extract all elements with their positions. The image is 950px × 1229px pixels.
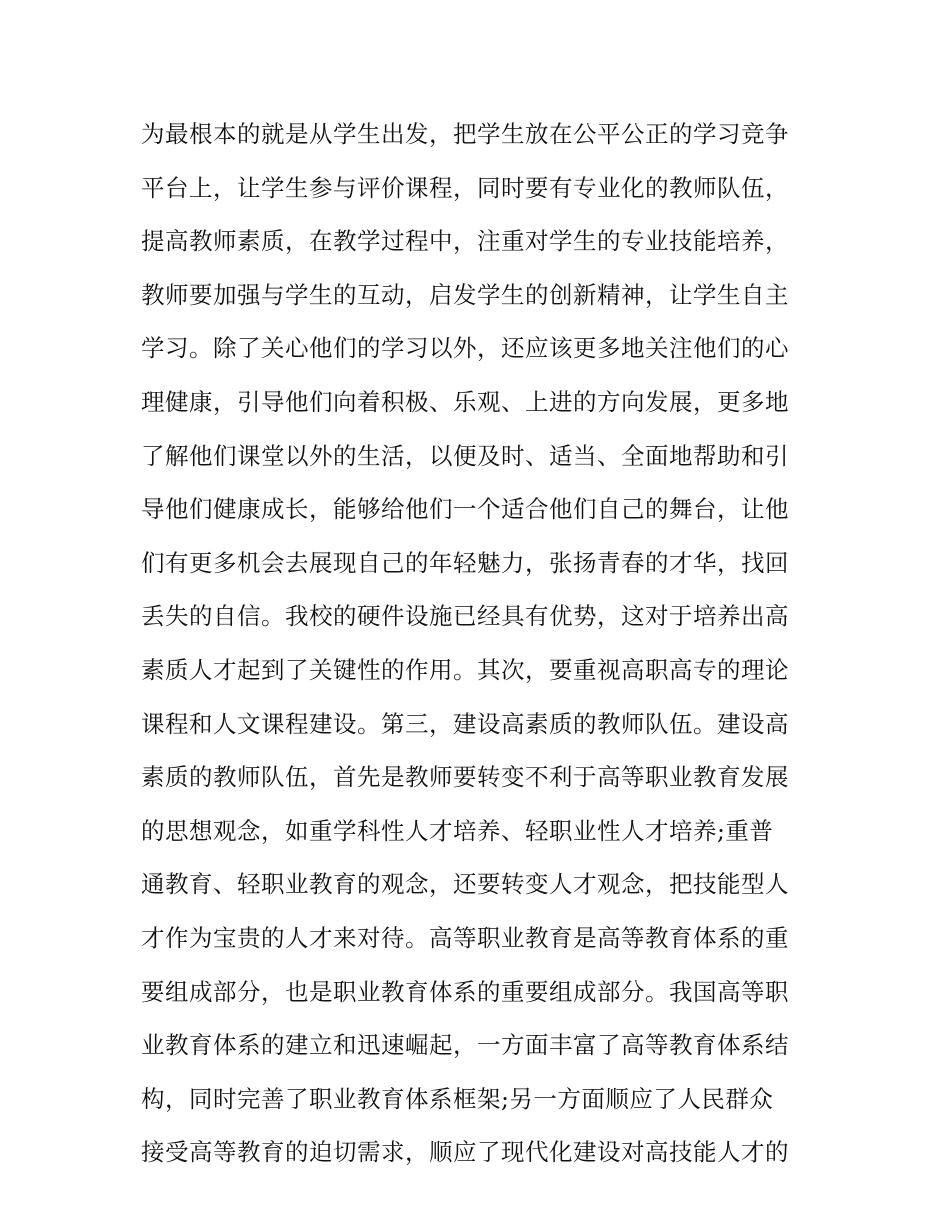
text-line: 丢失的自信。我校的硬件设施已经具有优势，这对于培养出高 — [141, 602, 789, 631]
text-line: 课程和人文课程建设。第三，建设高素质的教师队伍。建设高 — [141, 709, 789, 738]
text-line: 通教育、轻职业教育的观念，还要转变人才观念，把技能型人 — [141, 870, 789, 899]
text-line: 接受高等教育的迫切需求，顺应了现代化建设对高技能人才的 — [141, 1138, 789, 1167]
text-line: 导他们健康成长，能够给他们一个适合他们自己的舞台，让他 — [141, 495, 789, 524]
text-line: 教师要加强与学生的互动，启发学生的创新精神，让学生自主 — [141, 280, 789, 309]
text-line: 为最根本的就是从学生出发，把学生放在公平公正的学习竞争 — [141, 120, 789, 148]
text-line: 平台上，让学生参与评价课程，同时要有专业化的教师队伍， — [141, 173, 789, 202]
text-line: 素质的教师队伍，首先是教师要转变不利于高等职业教育发展 — [141, 763, 789, 792]
text-line: 理健康，引导他们向着积极、乐观、上进的方向发展，更多地 — [141, 387, 789, 416]
text-line: 素质人才起到了关键性的作用。其次，要重视高职高专的理论 — [141, 655, 789, 684]
text-line: 才作为宝贵的人才来对待。高等职业教育是高等教育体系的重 — [141, 923, 789, 952]
body-text — [141, 108, 821, 1180]
text-line: 提高教师素质，在教学过程中，注重对学生的专业技能培养， — [141, 227, 789, 256]
text-line: 要组成部分，也是职业教育体系的重要组成部分。我国高等职 — [141, 977, 789, 1006]
text-line: 了解他们课堂以外的生活，以便及时、适当、全面地帮助和引 — [141, 441, 789, 470]
text-line: 的思想观念，如重学科性人才培养、轻职业性人才培养;重普 — [141, 816, 774, 845]
text-line: 们有更多机会去展现自己的年轻魅力，张扬青春的才华，找回 — [141, 548, 789, 577]
text-line: 业教育体系的建立和迅速崛起，一方面丰富了高等教育体系结 — [141, 1031, 789, 1060]
text-line: 构，同时完善了职业教育体系框架;另一方面顺应了人民群众 — [141, 1084, 774, 1113]
text-line: 学习。除了关心他们的学习以外，还应该更多地关注他们的心 — [141, 334, 789, 363]
